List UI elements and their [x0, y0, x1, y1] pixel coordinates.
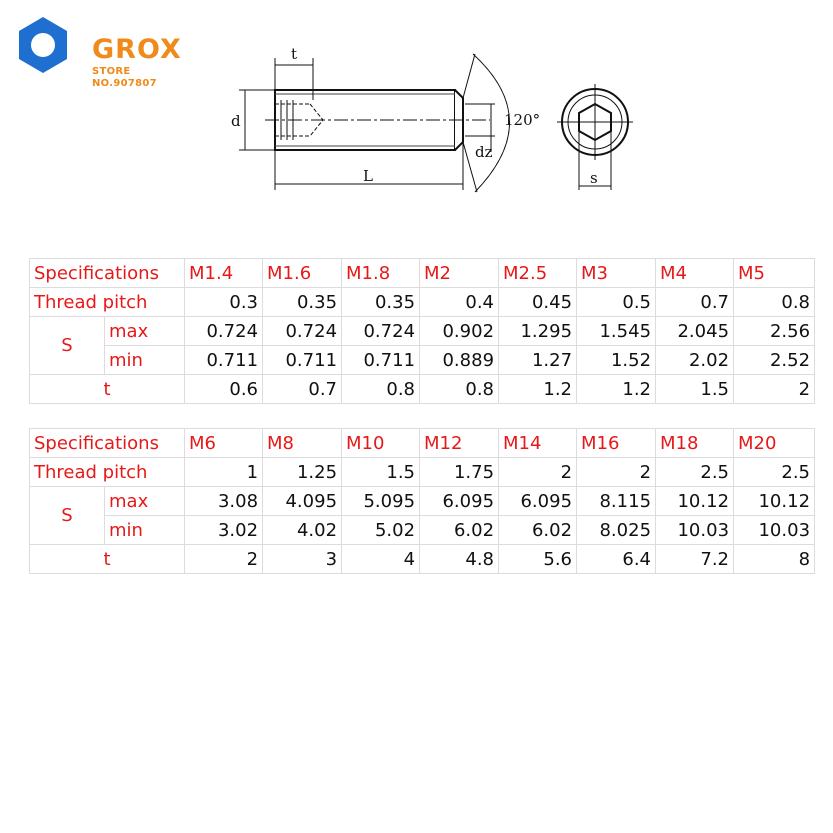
value-cell: 2.52	[734, 346, 815, 375]
value-cell: 8.025	[577, 516, 656, 545]
set-screw-drawing	[225, 40, 665, 200]
value-cell: 0.711	[185, 346, 263, 375]
thread-pitch-row	[30, 458, 815, 487]
value-cell: 6.095	[420, 487, 499, 516]
s-max-row	[30, 487, 815, 516]
value-cell: 0.8	[420, 375, 499, 404]
size-cell: M8	[263, 429, 342, 458]
screw-side-view	[239, 54, 510, 192]
hex-nut-icon	[12, 14, 74, 76]
specifications-header: Specifications	[30, 429, 185, 458]
value-cell: 10.12	[656, 487, 734, 516]
s-min-row	[30, 516, 815, 545]
min-label: min	[105, 516, 185, 545]
value-cell: 3.08	[185, 487, 263, 516]
value-cell: 2	[499, 458, 577, 487]
value-cell: 10.12	[734, 487, 815, 516]
spec-table-small	[29, 258, 815, 404]
spec-table-large	[29, 428, 815, 574]
size-cell: M6	[185, 429, 263, 458]
value-cell: 1.5	[656, 375, 734, 404]
size-cell: M1.6	[263, 259, 342, 288]
size-cell: M12	[420, 429, 499, 458]
t-row	[30, 375, 815, 404]
value-cell: 1.2	[499, 375, 577, 404]
size-cell: M16	[577, 429, 656, 458]
size-cell: M1.8	[342, 259, 420, 288]
value-cell: 0.711	[263, 346, 342, 375]
value-cell: 0.8	[342, 375, 420, 404]
value-cell: 2	[185, 545, 263, 574]
value-cell: 0.8	[734, 288, 815, 317]
value-cell: 1	[185, 458, 263, 487]
value-cell: 2.02	[656, 346, 734, 375]
value-cell: 4.095	[263, 487, 342, 516]
value-cell: 4.02	[263, 516, 342, 545]
value-cell: 4	[342, 545, 420, 574]
value-cell: 6.095	[499, 487, 577, 516]
value-cell: 1.75	[420, 458, 499, 487]
value-cell: 3.02	[185, 516, 263, 545]
value-cell: 8	[734, 545, 815, 574]
size-cell: M10	[342, 429, 420, 458]
value-cell: 1.5	[342, 458, 420, 487]
value-cell: 1.25	[263, 458, 342, 487]
dz-label: dz	[475, 143, 493, 161]
value-cell: 6.02	[420, 516, 499, 545]
t-label: t	[30, 375, 185, 404]
s-max-row	[30, 317, 815, 346]
t-label: t	[30, 545, 185, 574]
specifications-header: Specifications	[30, 259, 185, 288]
thread-pitch-label: Thread pitch	[30, 288, 185, 317]
value-cell: 0.45	[499, 288, 577, 317]
s-label: S	[30, 317, 105, 375]
value-cell: 0.7	[656, 288, 734, 317]
value-cell: 4.8	[420, 545, 499, 574]
size-row	[30, 259, 815, 288]
size-cell: M2.5	[499, 259, 577, 288]
value-cell: 2	[734, 375, 815, 404]
value-cell: 0.902	[420, 317, 499, 346]
value-cell: 2.5	[734, 458, 815, 487]
value-cell: 5.02	[342, 516, 420, 545]
size-cell: M4	[656, 259, 734, 288]
max-label: max	[105, 487, 185, 516]
value-cell: 0.4	[420, 288, 499, 317]
value-cell: 2.5	[656, 458, 734, 487]
size-cell: M1.4	[185, 259, 263, 288]
t-row	[30, 545, 815, 574]
value-cell: 7.2	[656, 545, 734, 574]
logo-store-number: STORE NO.907807	[92, 66, 157, 89]
value-cell: 0.711	[342, 346, 420, 375]
value-cell: 0.724	[185, 317, 263, 346]
max-label: max	[105, 317, 185, 346]
value-cell: 0.724	[342, 317, 420, 346]
logo-name: GROX	[92, 34, 182, 65]
value-cell: 0.724	[263, 317, 342, 346]
value-cell: 0.35	[342, 288, 420, 317]
value-cell: 0.35	[263, 288, 342, 317]
value-cell: 6.4	[577, 545, 656, 574]
value-cell: 8.115	[577, 487, 656, 516]
value-cell: 10.03	[734, 516, 815, 545]
value-cell: 1.27	[499, 346, 577, 375]
thread-pitch-label: Thread pitch	[30, 458, 185, 487]
value-cell: 2.045	[656, 317, 734, 346]
size-row	[30, 429, 815, 458]
d-label: d	[231, 112, 241, 130]
value-cell: 10.03	[656, 516, 734, 545]
size-cell: M3	[577, 259, 656, 288]
value-cell: 0.3	[185, 288, 263, 317]
size-cell: M5	[734, 259, 815, 288]
s-label: S	[30, 487, 105, 545]
angle-label: 120°	[504, 111, 541, 129]
size-cell: M14	[499, 429, 577, 458]
value-cell: 5.6	[499, 545, 577, 574]
value-cell: 1.52	[577, 346, 656, 375]
value-cell: 0.6	[185, 375, 263, 404]
value-cell: 3	[263, 545, 342, 574]
min-label: min	[105, 346, 185, 375]
value-cell: 0.5	[577, 288, 656, 317]
value-cell: 1.545	[577, 317, 656, 346]
length-label: L	[363, 167, 373, 185]
value-cell: 2.56	[734, 317, 815, 346]
value-cell: 6.02	[499, 516, 577, 545]
value-cell: 0.889	[420, 346, 499, 375]
value-cell: 2	[577, 458, 656, 487]
value-cell: 1.2	[577, 375, 656, 404]
value-cell: 0.7	[263, 375, 342, 404]
value-cell: 5.095	[342, 487, 420, 516]
s-min-row	[30, 346, 815, 375]
size-cell: M20	[734, 429, 815, 458]
s-label: s	[590, 169, 598, 187]
size-cell: M18	[656, 429, 734, 458]
store-logo	[12, 14, 182, 89]
thread-pitch-row	[30, 288, 815, 317]
value-cell: 1.295	[499, 317, 577, 346]
t-label: t	[291, 45, 298, 63]
size-cell: M2	[420, 259, 499, 288]
